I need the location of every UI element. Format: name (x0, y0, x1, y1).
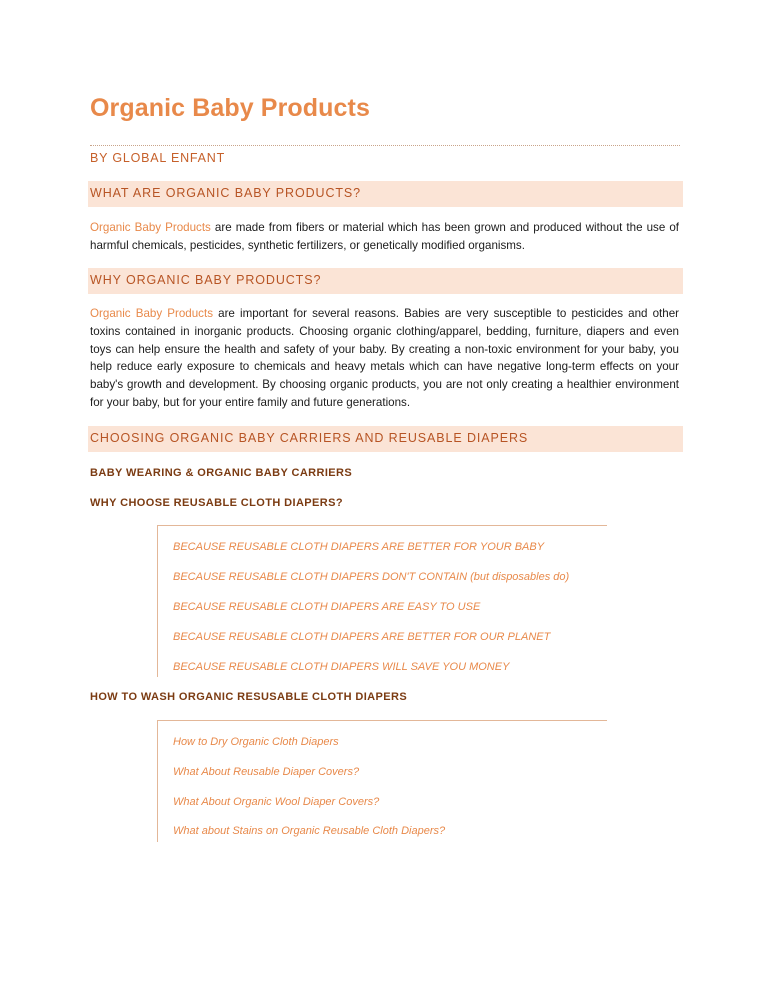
reason-link[interactable]: BECAUSE REUSABLE CLOTH DIAPERS ARE BETTER FOR OUR PLANET (173, 631, 551, 643)
reason-link[interactable]: BECAUSE REUSABLE CLOTH DIAPERS DON'T CONTAIN (but disposables do) (173, 571, 570, 583)
organic-baby-products-link[interactable]: Organic Baby Products (90, 221, 211, 234)
wash-link[interactable]: How to Dry Organic Cloth Diapers (173, 736, 339, 748)
reason-link[interactable]: BECAUSE REUSABLE CLOTH DIAPERS ARE EASY TO USE (173, 601, 481, 613)
subheading-how-to-wash[interactable]: HOW TO WASH ORGANIC RESUSABLE CLOTH DIAPERS (90, 691, 408, 703)
organic-baby-products-link[interactable]: Organic Baby Products (90, 307, 213, 320)
reason-link[interactable]: BECAUSE REUSABLE CLOTH DIAPERS ARE BETTER FOR YOUR BABY (173, 541, 545, 553)
paragraph-text: are made from fibers or material which has been grown and produced without the use of harmful chemicals, pesticides, synthetic fertilizers, or genetically modified organisms. (90, 221, 679, 252)
section-heading-why-organic: WHY ORGANIC BABY PRODUCTS? (88, 268, 683, 294)
section-paragraph-why-organic (90, 305, 679, 412)
section-heading-what-are: WHAT ARE ORGANIC BABY PRODUCTS? (88, 181, 683, 207)
wash-link[interactable]: What About Organic Wool Diaper Covers? (173, 796, 380, 808)
subheading-baby-wearing[interactable]: BABY WEARING & ORGANIC BABY CARRIERS (90, 467, 353, 479)
section-paragraph-what-are (90, 219, 679, 255)
reason-link[interactable]: BECAUSE REUSABLE CLOTH DIAPERS WILL SAVE YOU MONEY (173, 661, 510, 673)
reasons-list (157, 525, 607, 677)
paragraph-text: are important for several reasons. Babies are very susceptible to pesticides and other toxins contained in inorganic products. Choosing organic clothing/apparel, bedding, furniture, diapers and even toys can help ensure the health and safety of your baby. By creating a non-toxic environment for your baby, you help reduce early exposure to chemicals and heavy metals which can have negative long-term effects on your baby's growth and development. By choosing organic products, you are not only creating a healthier environment for your baby, but for your entire family and future generations. (90, 307, 680, 409)
wash-link[interactable]: What About Reusable Diaper Covers? (173, 766, 360, 778)
wash-link[interactable]: What about Stains on Organic Reusable Cloth Diapers? (173, 825, 446, 837)
section-heading-choosing: CHOOSING ORGANIC BABY CARRIERS AND REUSABLE DIAPERS (88, 426, 683, 452)
wash-links-list (157, 720, 607, 842)
page-title: Organic Baby Products (90, 94, 370, 122)
subheading-why-reusable[interactable]: WHY CHOOSE REUSABLE CLOTH DIAPERS? (90, 497, 343, 509)
byline: BY GLOBAL ENFANT (90, 145, 680, 171)
